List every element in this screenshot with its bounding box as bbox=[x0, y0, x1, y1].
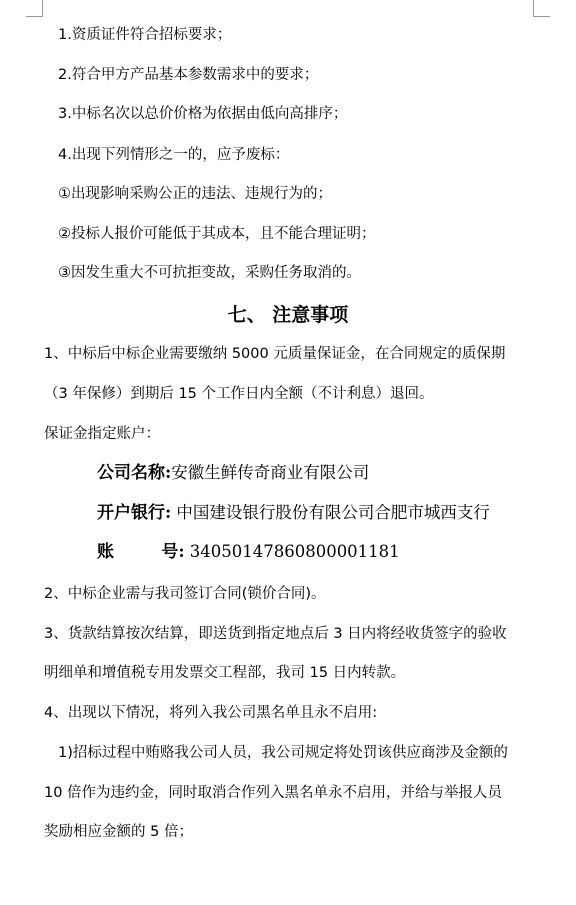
note-1-line-1: 1、中标后中标企业需要缴纳 5000 元质量保证金，在合同规定的质保期 bbox=[44, 346, 506, 362]
account-label: 账 号: bbox=[97, 542, 185, 562]
account-value: 34050147860800001181 bbox=[189, 542, 400, 561]
criteria-sub-3: ③因发生重大不可抗拒变故，采购任务取消的。 bbox=[58, 265, 361, 281]
note-4-1-line-3: 奖励相应金额的 5 倍； bbox=[44, 824, 193, 840]
deposit-account-label: 保证金指定账户： bbox=[44, 426, 160, 442]
company-name-row bbox=[97, 462, 369, 484]
criteria-item-2: 2.符合甲方产品基本参数需求中的要求； bbox=[58, 67, 319, 83]
company-name-value: 安徽生鲜传奇商业有限公司 bbox=[171, 463, 370, 482]
note-2: 2、中标企业需与我司签订合同(锁价合同)。 bbox=[44, 586, 326, 602]
bank-value: 中国建设银行股份有限公司合肥市城西支行 bbox=[176, 503, 490, 522]
bank-row bbox=[97, 502, 490, 524]
margin-corner-mark bbox=[26, 0, 43, 17]
account-row bbox=[97, 541, 400, 563]
note-3-line-2: 明细单和增值税专用发票交工程部，我司 15 日内转款。 bbox=[44, 665, 406, 681]
margin-corner-mark bbox=[533, 0, 550, 17]
note-4: 4、出现以下情况，将列入我公司黑名单且永不启用: bbox=[44, 705, 378, 721]
note-3-line-1: 3、货款结算按次结算，即送货到指定地点后 3 日内将经收货签字的验收 bbox=[44, 626, 507, 642]
criteria-sub-2: ②投标人报价可能低于其成本，且不能合理证明； bbox=[58, 226, 376, 242]
company-name-label: 公司名称: bbox=[97, 463, 172, 483]
note-1-line-2: （3 年保修）到期后 15 个工作日内全额（不计利息）退回。 bbox=[44, 386, 434, 402]
note-4-1-line-1: 1)招标过程中贿赂我公司人员，我公司规定将处罚该供应商涉及金额的 bbox=[58, 745, 508, 761]
criteria-item-4: 4.出现下列情形之一的，应予废标： bbox=[58, 147, 290, 163]
note-4-1-line-2: 10 倍作为违约金，同时取消合作列入黑名单永不启用，并给与举报人员 bbox=[44, 785, 503, 801]
criteria-sub-1: ①出现影响采购公正的违法、违规行为的； bbox=[58, 186, 332, 202]
bank-label: 开户银行: bbox=[97, 503, 172, 523]
criteria-item-1: 1.资质证件符合招标要求； bbox=[58, 27, 232, 43]
criteria-item-3: 3.中标名次以总价价格为依据由低向高排序； bbox=[58, 106, 348, 122]
section-heading: 七、 注意事项 bbox=[227, 304, 349, 326]
